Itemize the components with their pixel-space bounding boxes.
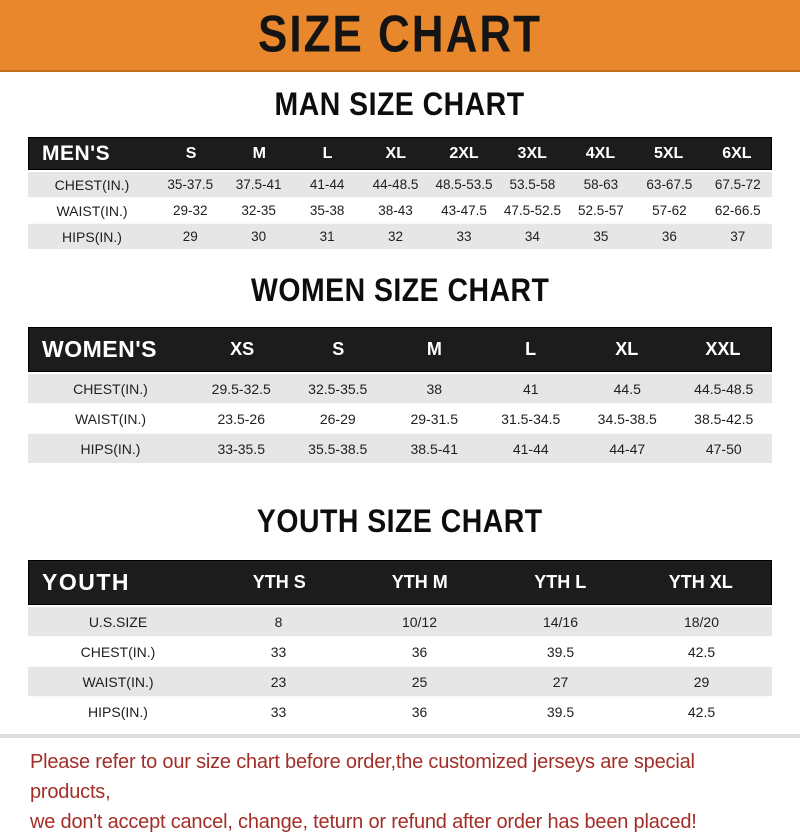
- table-row: [28, 172, 772, 197]
- size-value-cell: 23.5-26: [217, 410, 265, 427]
- size-value-cell: 44-48.5: [372, 177, 419, 192]
- size-value-cell: 41-44: [512, 440, 549, 457]
- banner: [0, 0, 800, 72]
- size-value-cell: 26-29: [319, 410, 356, 427]
- size-value-cell: 43-47.5: [441, 203, 487, 218]
- column-header: 2XL: [449, 144, 479, 162]
- table-row: [28, 696, 772, 726]
- table-row: [28, 223, 772, 249]
- size-value-cell: 35.5-38.5: [308, 440, 368, 457]
- size-value-cell: 39.5: [546, 703, 575, 720]
- table-row: [28, 636, 772, 666]
- size-value-cell: 39.5: [546, 643, 575, 660]
- size-value-cell: 63-67.5: [646, 177, 693, 192]
- row-label: WAIST(IN.): [82, 673, 154, 690]
- table-header-row: [28, 560, 772, 605]
- row-label: HIPS(IN.): [62, 228, 122, 245]
- column-header: XXL: [705, 339, 741, 359]
- column-header: L: [322, 144, 333, 162]
- disclaimer-line-1: Please refer to our size chart before order,the customized jerseys are special products,: [30, 751, 695, 803]
- size-value-cell: 38: [426, 380, 443, 397]
- column-header: 5XL: [653, 144, 684, 162]
- size-value-cell: 25: [411, 673, 428, 690]
- column-header: YTH S: [252, 572, 306, 592]
- column-header: YTH L: [534, 572, 587, 592]
- column-header: S: [332, 339, 345, 359]
- table-header-row: [28, 327, 772, 372]
- youth-section-title: [0, 506, 800, 540]
- size-value-cell: 52.5-57: [577, 203, 624, 218]
- size-value-cell: 29.5-32.5: [211, 380, 271, 397]
- table-row: [28, 374, 772, 403]
- size-value-cell: 34.5-38.5: [597, 410, 657, 427]
- size-value-cell: 53.5-58: [509, 177, 556, 192]
- table-row: [28, 607, 772, 636]
- size-value-cell: 48.5-53.5: [435, 177, 493, 192]
- size-value-cell: 38.5-41: [410, 440, 458, 457]
- size-value-cell: 34: [524, 229, 540, 244]
- men-size-table: [28, 137, 772, 249]
- size-value-cell: 42.5: [687, 643, 716, 660]
- size-value-cell: 42.5: [687, 703, 716, 720]
- size-value-cell: 29: [182, 229, 198, 244]
- size-value-cell: 44-47: [609, 440, 646, 457]
- banner-title: SIZE CHART: [258, 5, 542, 64]
- size-value-cell: 36: [411, 703, 428, 720]
- disclaimer-line-2: we don't accept cancel, change, teturn or refund after order has been placed!: [30, 811, 697, 833]
- column-header: XL: [615, 339, 639, 359]
- size-value-cell: 38-43: [378, 203, 413, 218]
- man-size-section: [0, 89, 800, 249]
- size-value-cell: 18/20: [683, 613, 720, 630]
- women-size-table: [28, 327, 772, 463]
- table-row: [28, 403, 772, 433]
- size-value-cell: 41-44: [309, 177, 345, 192]
- size-value-cell: 33: [270, 703, 287, 720]
- size-value-cell: 33: [456, 229, 472, 244]
- column-header: YTH XL: [668, 572, 733, 592]
- youth-size-table: [28, 560, 772, 726]
- size-value-cell: 32.5-35.5: [308, 380, 368, 397]
- size-value-cell: 27: [552, 673, 569, 690]
- size-value-cell: 30: [251, 229, 267, 244]
- footer-note: [0, 734, 800, 837]
- size-value-cell: 14/16: [542, 613, 579, 630]
- column-header: 6XL: [722, 144, 752, 162]
- women-section-title-text: WOMEN SIZE CHART: [250, 273, 550, 309]
- size-value-cell: 67.5-72: [714, 177, 761, 192]
- women-size-section: [0, 275, 800, 463]
- size-value-cell: 31: [319, 229, 335, 244]
- size-value-cell: 47-50: [705, 440, 742, 457]
- size-value-cell: 35: [593, 229, 609, 244]
- column-header: L: [525, 339, 537, 359]
- size-value-cell: 8: [274, 613, 283, 630]
- size-value-cell: 33: [270, 643, 287, 660]
- row-label: U.S.SIZE: [88, 613, 148, 630]
- table-row: [28, 666, 772, 696]
- size-value-cell: 57-62: [652, 203, 687, 218]
- row-label: CHEST(IN.): [73, 380, 148, 397]
- table-corner-label: WOMEN'S: [42, 336, 158, 362]
- column-header: M: [426, 339, 442, 359]
- size-value-cell: 31.5-34.5: [501, 410, 561, 427]
- man-section-title: [0, 89, 800, 123]
- column-header: 3XL: [517, 144, 547, 162]
- size-value-cell: 62-66.5: [714, 203, 761, 218]
- size-value-cell: 32-35: [241, 203, 276, 218]
- disclaimer-text: [0, 738, 800, 837]
- size-value-cell: 44.5: [613, 380, 641, 397]
- size-value-cell: 38.5-42.5: [694, 410, 754, 427]
- size-value-cell: 37: [730, 229, 746, 244]
- table-header-row: [28, 137, 772, 170]
- row-label: WAIST(IN.): [56, 202, 128, 219]
- size-value-cell: 29-31.5: [410, 410, 458, 427]
- size-value-cell: 36: [411, 643, 428, 660]
- table-row: [28, 197, 772, 223]
- column-header: 4XL: [585, 144, 616, 162]
- size-value-cell: 47.5-52.5: [503, 203, 561, 218]
- table-row: [28, 433, 772, 463]
- youth-section-title-text: YOUTH SIZE CHART: [257, 504, 543, 540]
- size-value-cell: 29-32: [172, 203, 208, 218]
- man-section-title-text: MAN SIZE CHART: [274, 87, 525, 123]
- table-corner-label: YOUTH: [42, 569, 130, 595]
- size-value-cell: 35-37.5: [167, 177, 214, 192]
- row-label: CHEST(IN.): [54, 176, 130, 193]
- size-value-cell: 44.5-48.5: [694, 380, 754, 397]
- youth-size-section: [0, 506, 800, 726]
- size-value-cell: 32: [388, 229, 404, 244]
- size-value-cell: 41: [522, 380, 539, 397]
- column-header: XL: [385, 144, 406, 162]
- size-value-cell: 37.5-41: [235, 177, 282, 192]
- size-value-cell: 35-38: [309, 203, 345, 218]
- column-header: M: [252, 144, 266, 162]
- size-value-cell: 58-63: [583, 177, 619, 192]
- size-value-cell: 36: [661, 229, 677, 244]
- row-label: HIPS(IN.): [80, 440, 141, 457]
- size-value-cell: 10/12: [401, 613, 438, 630]
- column-header: YTH M: [391, 572, 448, 592]
- column-header: S: [185, 144, 197, 162]
- size-value-cell: 33-35.5: [217, 440, 265, 457]
- row-label: HIPS(IN.): [88, 703, 148, 720]
- size-value-cell: 23: [270, 673, 287, 690]
- row-label: CHEST(IN.): [80, 643, 156, 660]
- row-label: WAIST(IN.): [74, 410, 147, 427]
- size-value-cell: 29: [693, 673, 710, 690]
- women-section-title: [0, 275, 800, 309]
- table-corner-label: MEN'S: [42, 141, 111, 165]
- column-header: XS: [230, 339, 255, 359]
